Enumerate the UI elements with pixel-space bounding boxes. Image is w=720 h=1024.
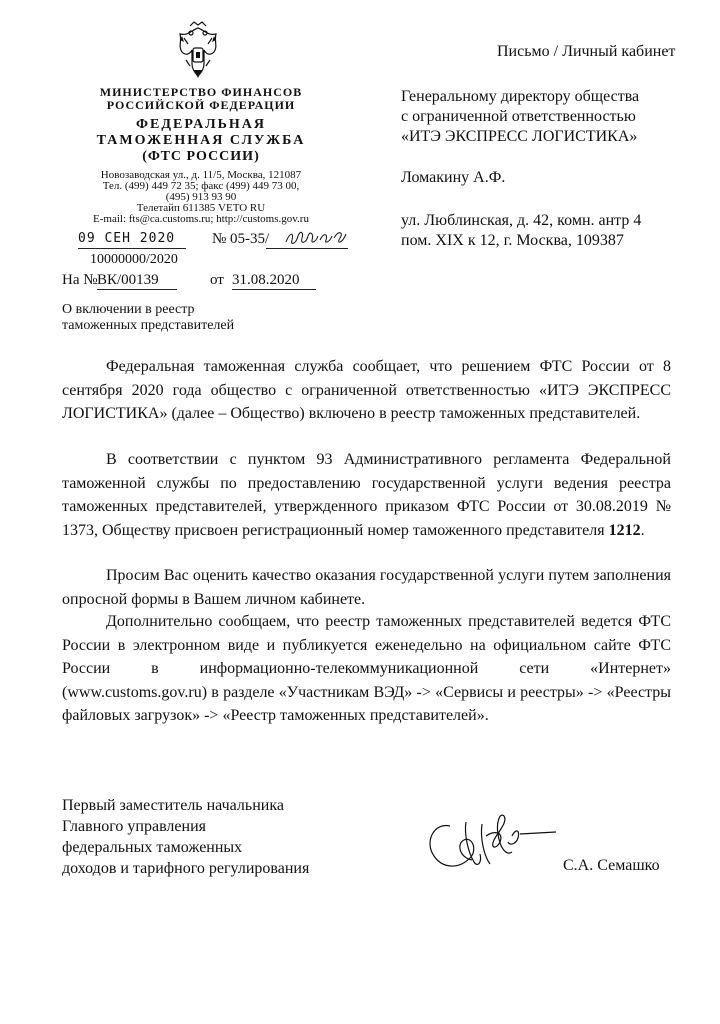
signer-position-line4: доходов и тарифного регулирования xyxy=(62,860,310,877)
body-paragraph-3: Просим Вас оценить качество оказания государственной услуги путем заполнения опросной формы в Вашем личном кабинете. xyxy=(62,567,671,608)
body-paragraph-2 xyxy=(62,448,671,542)
recipient-address-line2: пом. XIX к 12, г. Москва, 109387 xyxy=(401,232,624,249)
registration-number-underline xyxy=(266,248,348,249)
subject-line1: О включении в реестр xyxy=(62,302,195,317)
body-paragraph-2-end: . xyxy=(640,521,645,539)
coat-of-arms-emblem xyxy=(174,20,222,82)
body-paragraph-2-text: В соответствии с пунктом 93 Административного регламента Федеральной таможенной службы по предоставлению государственной услуги ведения реестра таможенных представителей, утвержденного приказом ФТС России от 30.08.2019 № 1373, Обществу присвоен регистрационный номер таможенного представителя xyxy=(62,451,671,539)
sender-address-line2: Тел. (499) 449 72 35; факс (499) 449 73 00, xyxy=(102,180,300,192)
handwritten-registration-number xyxy=(284,226,348,248)
registration-number-prefix: № 05-35/ xyxy=(212,231,270,247)
body-paragraph-1: Федеральная таможенная служба сообщает, что решением ФТС России от 8 сентября 2020 года общество с ограниченной ответственностью «ИТЭ ЭКСПРЕСС ЛОГИСТИКА» (далее – Общество) включено в реестр таможенных представителей. xyxy=(62,358,671,422)
service-name-line3: (ФТС РОССИИ) xyxy=(142,149,260,164)
recipient-company: «ИТЭ ЭКСПРЕСС ЛОГИСТИКА» xyxy=(401,128,638,145)
reference-number: ВК/00139 xyxy=(97,272,177,290)
recipient-line2: с ограниченной ответственностью xyxy=(401,108,636,125)
ministry-name-line2: РОССИЙСКОЙ ФЕДЕРАЦИИ xyxy=(106,98,296,112)
registration-date-stamp: 09 СЕН 2020 xyxy=(78,231,186,249)
ministry-name-line1: МИНИСТЕРСТВО ФИНАНСОВ xyxy=(99,85,303,99)
signer-position-line2: Главного управления xyxy=(62,818,206,835)
reference-label: На № xyxy=(62,272,98,288)
document-type-label: Письмо / Личный кабинет xyxy=(497,43,676,60)
recipient-line1: Генеральному директору общества xyxy=(401,88,640,105)
sender-contacts-line: E-mail: fts@ca.customs.ru; http://customs.gov.ru xyxy=(93,213,309,225)
signer-name: С.А. Семашко xyxy=(563,857,660,874)
sender-address-line4: Телетайп 611385 VETO RU xyxy=(136,202,266,214)
reference-date: 31.08.2020 xyxy=(232,272,316,290)
registration-number-bold: 1212 xyxy=(608,521,641,539)
signer-position-line1: Первый заместитель начальника xyxy=(62,797,284,814)
signer-position-line3: федеральных таможенных xyxy=(62,839,243,856)
sender-address-line3: (495) 913 93 90 xyxy=(165,191,237,203)
recipient-name: Ломакину А.Ф. xyxy=(401,169,506,186)
registration-code: 10000000/2020 xyxy=(90,252,178,267)
body-paragraph-4: Дополнительно сообщаем, что реестр таможенных представителей ведется ФТС России в электронном виде и публикуется еженедельно на официальном сайте ФТС России в информационно-телекоммуникационной сети «Интернет» (www.customs.gov.ru) в разделе «Участникам ВЭД» -> «Сервисы и реестры» -> «Реестры файловых загрузок» -> «Реестр таможенных представителей». xyxy=(62,613,671,724)
subject-line2: таможенных представителей xyxy=(62,318,235,333)
service-name-line2: ТАМОЖЕННАЯ СЛУЖБА xyxy=(96,133,306,148)
recipient-address-line1: ул. Люблинская, д. 42, комн. антр 4 xyxy=(401,212,642,229)
sender-address-line1: Новозаводская ул., д. 11/5, Москва, 121087 xyxy=(100,169,302,181)
reference-from-label: от xyxy=(210,272,224,288)
service-name-line1: ФЕДЕРАЛЬНАЯ xyxy=(135,117,266,132)
handwritten-signature xyxy=(420,812,560,878)
